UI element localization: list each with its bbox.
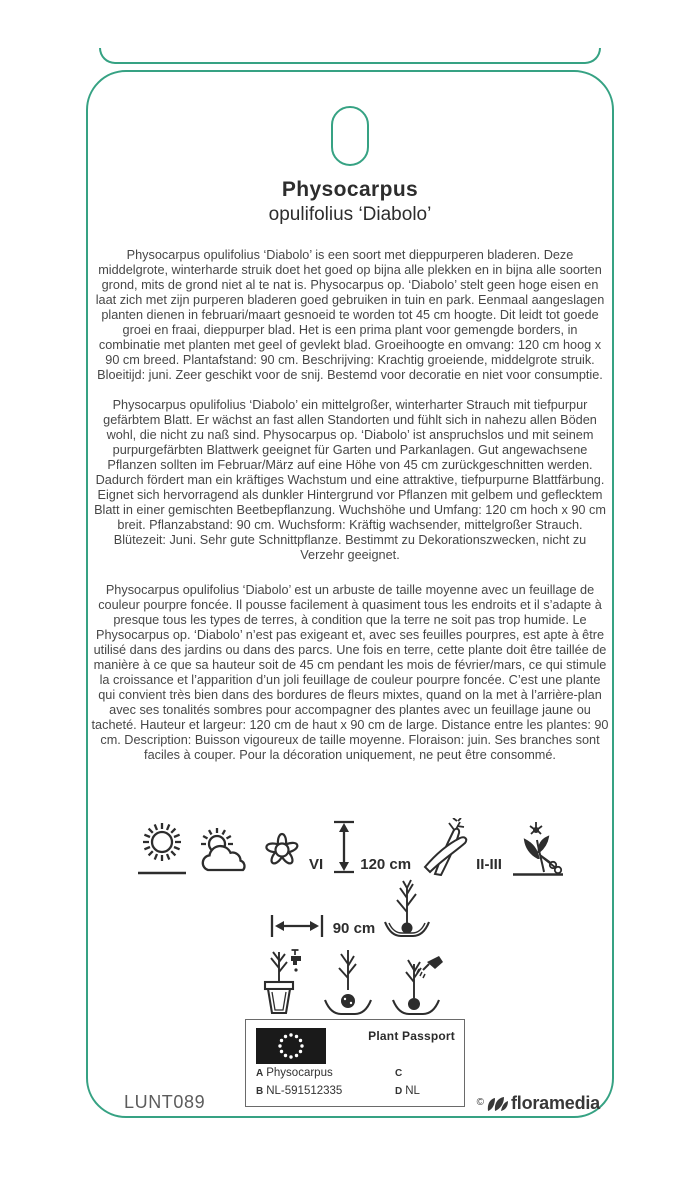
water-pot-before-planting-icon (253, 942, 307, 1018)
height-icon (332, 818, 411, 876)
passport-row-c (395, 1067, 405, 1079)
passport-key-b: B (256, 1086, 264, 1097)
pruning-months-icon (420, 818, 502, 876)
description-dutch: Physocarpus opulifolius ‘Diabolo’ is een soort met dieppurperen bladeren. Deze middelgrote, winterharde struik doet het goed op bijna alle plekken en in bijna alle soorten grond, mits de grond niet al te nat is. Physocarpus op. ‘Diabolo’ stelt geen hoge eisen en laat zich met zijn purperen bladeren goed gebruiken in tuin en park. Eenmaal aangeslagen planten dienen in februari/maart gesnoeid te worden tot 45 cm hoogte. Dit leidt tot goede groei en fraai, dieppurper blad. Het is een prima plant voor gemengde borders, in combinatie met planten met geel of gevlekt blad. Groeihoogte en omvang: 120 cm hoog x 90 cm breed. Plantafstand: 90 cm. Beschrijving: Krachtig groeiende, middelgrote struik. Bloeitijd: juni. Zeer geschikt voor de snij. Bestemd voor decoratie en niet voor consumptie. (95, 248, 605, 382)
passport-key-d: D (395, 1086, 403, 1097)
passport-value-d: NL (405, 1085, 420, 1097)
plant-passport-title: Plant Passport (368, 1029, 455, 1043)
passport-key-c: C (395, 1068, 403, 1079)
label-code: LUNT089 (124, 1092, 206, 1112)
eu-flag-icon (256, 1028, 326, 1064)
water-after-planting-icon (389, 942, 447, 1018)
partial-shade-icon (198, 818, 250, 876)
passport-row-a (256, 1067, 333, 1079)
brand-name: floramedia (510, 1093, 600, 1113)
passport-row-d (395, 1085, 420, 1097)
height-label: 120 cm (360, 856, 412, 873)
planting-steps-row (88, 934, 612, 1018)
passport-key-a: A (256, 1068, 264, 1079)
flowering-month-label: VI (309, 856, 324, 873)
hang-hole (331, 106, 369, 166)
place-rootball-in-hole-icon (321, 942, 375, 1018)
plant-label-card (86, 70, 614, 1118)
full-sun-icon (135, 818, 189, 876)
cut-flower-icon (511, 818, 565, 876)
flowering-month-icon (259, 824, 323, 876)
pruning-months-label: II-III (476, 856, 502, 873)
passport-row-b (256, 1085, 342, 1097)
passport-value-b: NL-591512335 (266, 1085, 343, 1097)
shrub-in-ground-icon (383, 872, 431, 940)
header (88, 178, 612, 226)
copyright-symbol: © (476, 1097, 484, 1108)
plant-genus-title: Physocarpus (281, 178, 419, 201)
description-german: Physocarpus opulifolius ‘Diabolo’ ein mittelgroßer, winterharter Strauch mit tiefpurpur gefärbtem Blatt. Er wächst an fast allen Standorten und fühlt sich in nahezu allen Böden wohl, die nicht zu naß sind. Physocarpus op. ‘Diabolo’ ist anspruchslos und mit seinem purpurgefärbten Blattwerk geeignet für Garten und Parkanlagen. Gut angewachsene Pflanzen sollten im Februar/März auf eine Höhe von 45 cm zurückgeschnitten werden. Dadurch fördert man ein kräftiges Wachstum und eine attraktive, tiefpurpurne Blattfärbung. Eignet sich hervorragend als dunkler Hintergrund vor Pflanzen mit gelbem und geflecktem Blatt in einer gemischten Beetbepflanzung. Wuchshöhe und Umfang: 120 cm hoch x 90 cm breit. Pflanzabstand: 90 cm. Wuchsform: Kräftig wachsender, mittelgroßer Strauch. Blütezeit: Juni. Sehr gute Schnittpflanze. Bestimmt zu Dekorationszwecken, nicht zu Verzehr geeignet. (94, 398, 606, 562)
description-french: Physocarpus opulifolius ‘Diabolo’ est un arbuste de taille moyenne avec un feuillage de couleur pourpre foncée. Il pousse facilement à quasiment tous les endroits et il s’adapte à presque tous les types de terres, à condition que la terre ne soit pas trop humide. Le Physocarpus op. ‘Diabolo’ n’est pas exigeant et, avec ses feuilles pourpres, est apte à être utilisé dans des jardins ou dans des parcs. Une fois en terre, cette plante doit être taillée de manière à ce que sa hauteur soit de 45 cm pendant les mois de février/mars, ce qui stimule la croissance et l’apparition d’un joli feuillage de couleur pourpre foncée. C’est une plante qui convient très bien dans des bordures de fleurs mixtes, quand on la met à l’arrière-plan avec ses tonalités sombres pour accompagner des plantes avec un feuillage jaune ou tacheté. Hauteur et largeur: 120 cm de haut x 90 cm de large. Distance entre les plantes: 90 cm. Description: Buisson vigoureux de taille moyenne. Floraison: juin. Ses branches sont faciles à couper. Pour la décoration uniquement, ne peut être consommé. (91, 583, 609, 762)
plant-species-subtitle: opulifolius ‘Diabolo’ (268, 204, 432, 225)
passport-value-a: Physocarpus (266, 1067, 333, 1079)
floramedia-leaves-icon (487, 1096, 508, 1112)
care-icons-row (88, 812, 612, 876)
description-paragraphs (92, 248, 609, 763)
planting-distance-label: 90 cm (332, 920, 376, 937)
floramedia-logo (477, 1093, 600, 1114)
spacing-icons-row (88, 878, 612, 940)
plant-passport-box (245, 1019, 465, 1107)
previous-label-edge (99, 48, 601, 64)
